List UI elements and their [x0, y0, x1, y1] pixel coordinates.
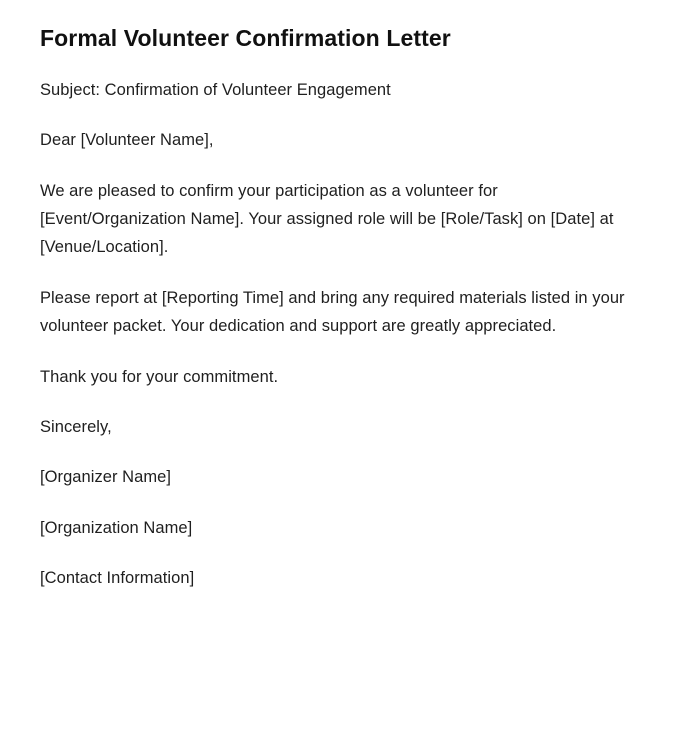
paragraph-salutation: Dear [Volunteer Name],: [40, 131, 214, 150]
paragraph-thanks: Thank you for your commitment.: [40, 367, 279, 386]
paragraph-instructions: Please report at [Reporting Time] and bring any required materials listed in your volunteer packet. Your dedication and support are greatly appreciated.: [40, 288, 625, 336]
paragraph-contact-information: [Contact Information]: [40, 569, 195, 588]
paragraph-organization-name: [Organization Name]: [40, 518, 193, 537]
paragraph-organizer-name: [Organizer Name]: [40, 468, 172, 487]
page-title: Formal Volunteer Confirmation Letter: [40, 25, 451, 51]
paragraph-confirmation: We are pleased to confirm your participation as a volunteer for [Event/Organization Name]. Your assigned role will be [Role/Task] on [Date] at [Venue/Location].: [40, 181, 614, 257]
paragraph-subject: Subject: Confirmation of Volunteer Engagement: [40, 80, 391, 99]
paragraph-closing: Sincerely,: [40, 417, 112, 436]
